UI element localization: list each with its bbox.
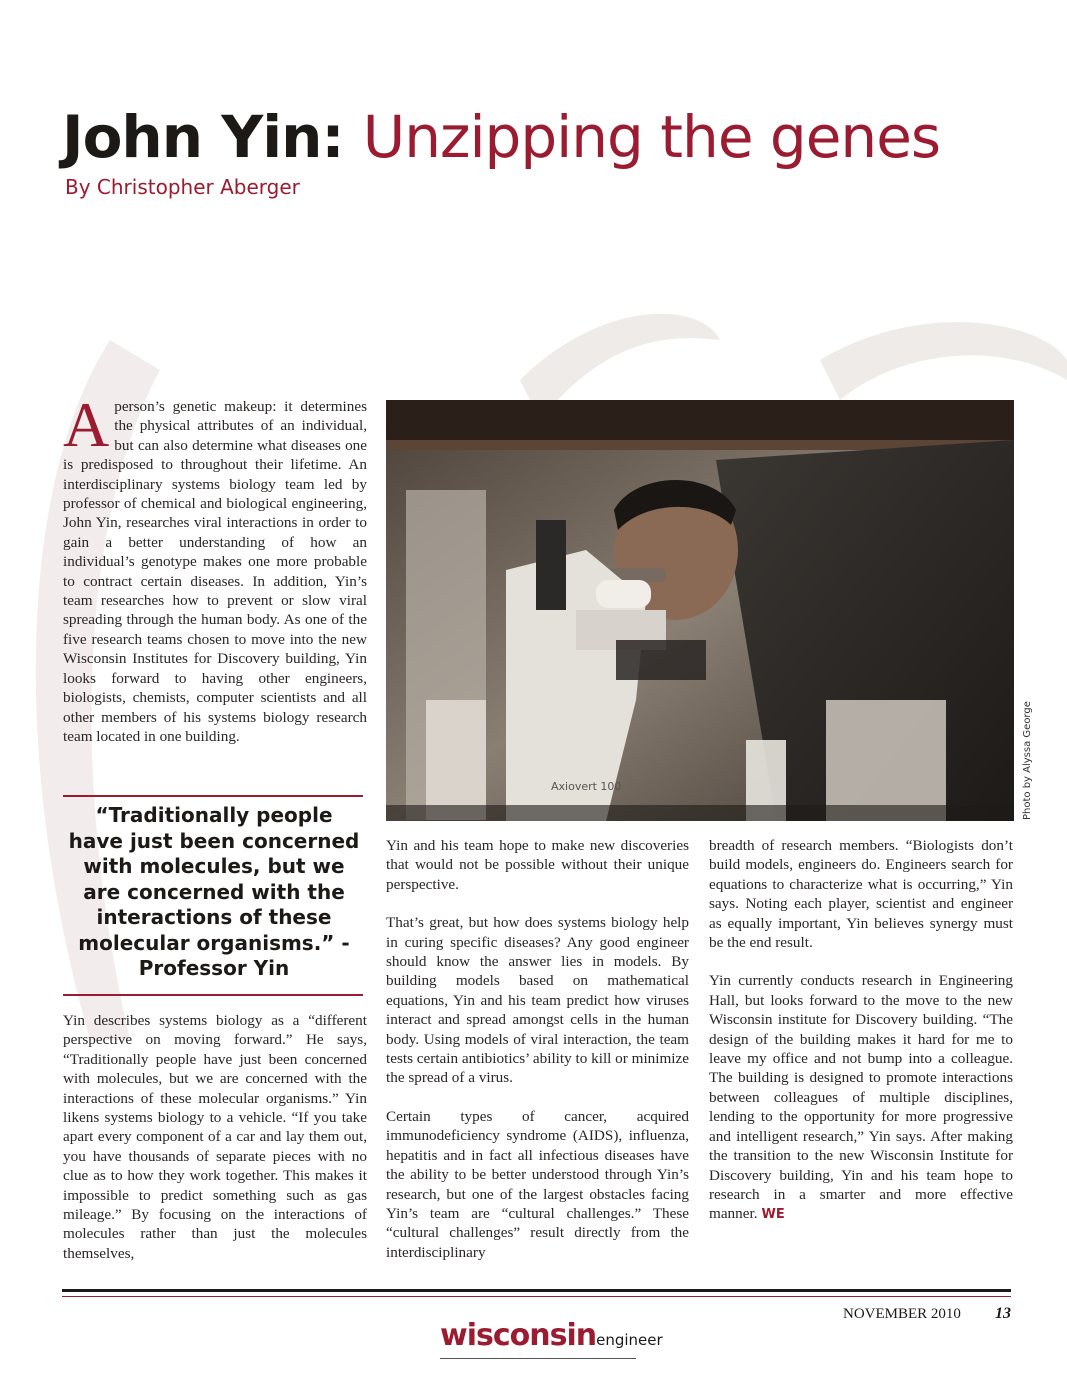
left-column-lower bbox=[63, 1011, 367, 1282]
paragraph-4-continued: breadth of research members. “Biologists don’t build models, engineers do. Engineers search for equations to characterize what is occurring,” Yin says. Noting each player, scientist and engineer as equally important, Yin believes synergy must be the end result. bbox=[709, 837, 1013, 952]
article-photo bbox=[386, 400, 1014, 821]
paragraph-4: Certain types of cancer, acquired immunodeficiency syndrome (AIDS), influenza, hepatitis and in fact all infectious diseases have the ability to be better understood through Yin’s research, but one of the largest obstacles facing Yin’s team are “cultural challenges.” These “cultural challenges” result directly from the interdisciplinary bbox=[386, 1107, 689, 1261]
paragraph-2-continued: Yin and his team hope to make new discoveries that would not be possible without their unique perspective. bbox=[386, 837, 689, 893]
paragraph-5 bbox=[709, 971, 1013, 1224]
title-subtitle: Unzipping the genes bbox=[362, 103, 941, 171]
right-column bbox=[709, 836, 1013, 1244]
pull-quote: “Traditionally people have just been concerned with molecules, but we are concerned with the interactions of these molecular organisms.” -Professor Yin bbox=[68, 803, 360, 980]
logo-wisconsin: wisconsin bbox=[440, 1318, 597, 1353]
scientist-microscope-photo bbox=[386, 400, 1014, 821]
byline: By Christopher Aberger bbox=[65, 175, 300, 199]
intro-column bbox=[63, 389, 367, 765]
page-number: 13 bbox=[995, 1305, 1011, 1322]
pullquote-top-rule bbox=[63, 795, 363, 797]
drop-cap: A bbox=[63, 389, 110, 460]
issue-date: NOVEMBER 2010 bbox=[843, 1306, 961, 1322]
intro-paragraph bbox=[63, 389, 367, 746]
magazine-logo bbox=[440, 1318, 663, 1362]
logo-underline bbox=[440, 1358, 636, 1359]
photo-credit: Photo by Alyssa George bbox=[1022, 701, 1033, 820]
intro-text: person’s genetic makeup: it determines the physical attributes of an individual, but can also determine what diseases one is predisposed to throughout their lifetime. An interdisciplinary systems biology team led by professor of chemical and biological engineering, John Yin, researches viral interactions in order to gain a better understanding of how an individual’s genotype makes one more probable to contract certain diseases. In addition, Yin’s team researches how to prevent or slow viral spreading through the human body. As one of the five research teams chosen to move into the new Wisconsin Institutes for Discovery building, Yin looks forward to having other engineers, biologists, chemists, computer scientists and all other members of his systems biology research team located in one building. bbox=[63, 398, 367, 745]
logo-engineer: engineer bbox=[596, 1331, 663, 1349]
title-name: John Yin: bbox=[62, 103, 344, 171]
microscope-label: Axiovert 100 bbox=[551, 780, 622, 793]
paragraph-3: That’s great, but how does systems biology help in curing specific diseases? Any good engineer should know the answer lies in models. By building models based on mathematical equations, Yin and his team predict how viruses interact and spread amongst cells in the human body. Using models of viral interaction, the team tests certain antibiotics’ ability to kill or minimize the spread of a virus. bbox=[386, 914, 689, 1087]
end-mark-icon: WE bbox=[761, 1207, 785, 1223]
footer-accent-rule bbox=[62, 1296, 1011, 1297]
pullquote-bottom-rule bbox=[63, 994, 363, 996]
paragraph-2: Yin describes systems biology as a “different perspective on moving forward.” He says, “Traditionally people have just been concerned with molecules, but we are concerned with the interactions of these molecular organisms.” Yin likens systems biology to a vehicle. “If you take apart every component of a car and lay them out, you have thousands of separate pieces with no clue as to how they work together. This makes it impossible to predict something such as gas mileage.” By focusing on the interactions of molecules rather than just the molecules themselves, bbox=[63, 1012, 367, 1262]
middle-column bbox=[386, 836, 689, 1281]
footer-rule bbox=[62, 1289, 1011, 1292]
article-title bbox=[62, 103, 941, 171]
paragraph-5-text: Yin currently conducts research in Engineering Hall, but looks forward to the move to the new Wisconsin institute for Discovery building. “The design of the building makes it hard for me to leave my office and not bump into a colleague. The building is designed to promote interactions between colleagues of multiple disciplines, lending to the opportunity for more progressive and intelligent research,” Yin says. After making the transition to the new Wisconsin Institute for Discovery building, Yin and his team hope to research in a smarter and more effective manner. bbox=[709, 972, 1013, 1223]
